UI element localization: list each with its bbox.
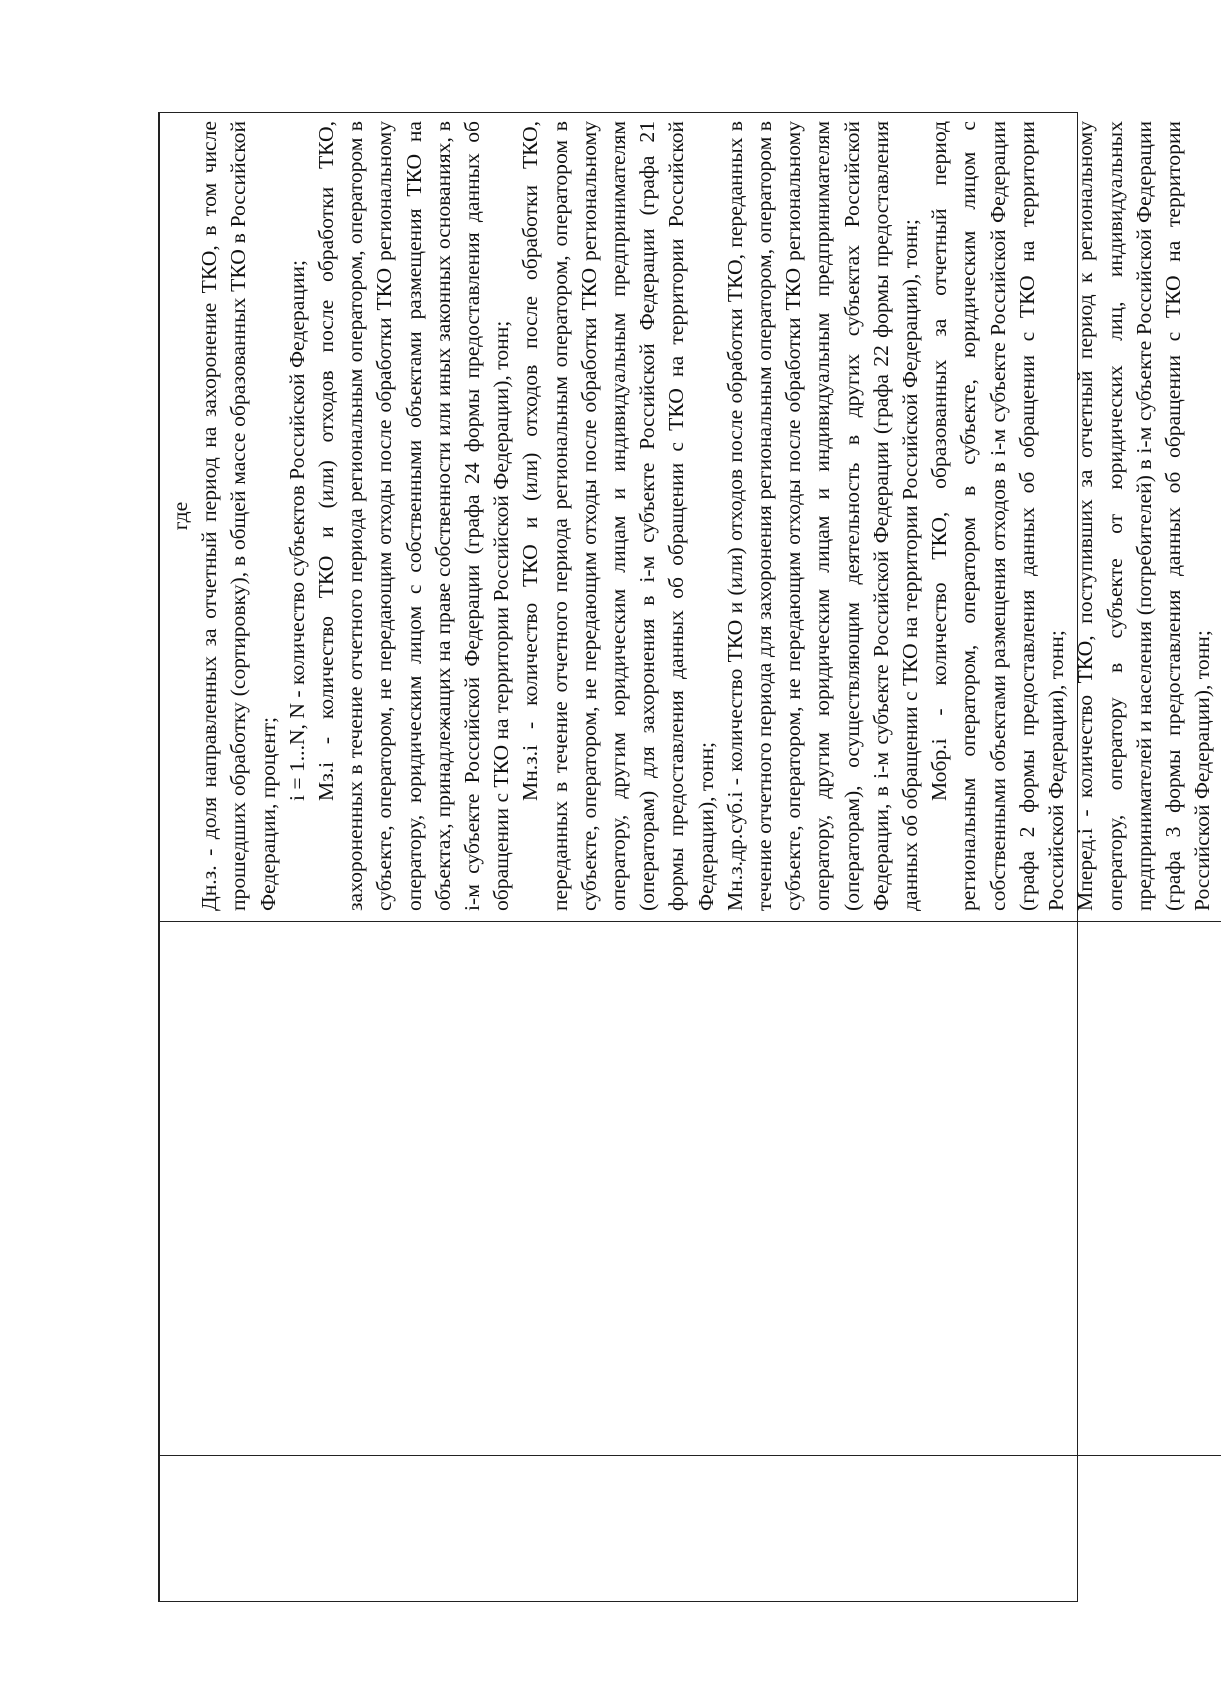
table-main-row (160, 113, 1221, 1601)
formula-definitions-cell (160, 113, 1221, 921)
definition-item: Мз.i - количество ТКО и (или) отходов после обработки ТКО, захороненных в течение отчетного периода региональным оператором, оператором в субъекте, оператором, не передающим отходы после обработки ТКО региональному оператору, юридическим лицом с собственными объектами размещения ТКО на объектах, принадлежащих на праве собственности или иных законных основаниях, в i-м субъекте Российской Федерации (графа 24 формы предоставления данных об обращении с ТКО на территории Российской Федерации), тонн; (314, 121, 514, 911)
rotated-page (158, 112, 1215, 1602)
definition-item: Мн.з.i - количество ТКО и (или) отходов после обработки ТКО, переданных в течение отчетного периода региональным оператором, оператором в субъекте, оператором, не передающим отходы после обработки ТКО региональному оператору, другим юридическим лицам и индивидуальным предпринимателям (операторам) для захоронения в i-м субъекте Российской Федерации (графа 21 формы предоставления данных об обращении с ТКО на территории Российской Федерации), тонн; (518, 121, 718, 911)
table-cell-col1 (160, 1455, 1221, 1601)
definition-item: Мн.з.др.суб.i - количество ТКО и (или) отходов после обработки ТКО, переданных в течение отчетного периода для захоронения региональным оператором, оператором в субъекте, оператором, не передающим отходы после обработки ТКО региональному оператору, другим юридическим лицам и индивидуальным предпринимателям (операторам), осуществляющим деятельность в других субъектах Российской Федерации, в i-м субъекте Российской Федерации (графа 22 формы предоставления данных об обращении с ТКО на территории Российской Федерации), тонн; (722, 121, 923, 911)
definition-item: Мперед.i - количество ТКО, поступивших за отчетный период к региональному оператору, оператору в субъекте от юридических лиц, индивидуальных предпринимателей и населения (потребителей) в i-м субъекте Российской Федерации (графа 3 формы предоставления данных об обращении с ТКО на территории Российской Федерации), тонн; (1073, 121, 1215, 911)
landscape-content (158, 112, 1215, 1602)
definition-item: Дн.з. - доля направленных за отчетный период на захоронение ТКО, в том числе прошедших обработку (сортировку), в общей массе образованных ТКО в Российской Федерации, процент; (197, 121, 280, 911)
table-cell-col2 (160, 921, 1221, 1455)
definition-item: Мобр.i - количество ТКО, образованных за отчетный период региональным оператором, оператором в субъекте, юридическим лицом с собственными объектами размещения отходов в i-м субъекте Российской Федерации (графа 2 формы предоставления данных об обращении с ТКО на территории Российской Федерации), тонн; (927, 121, 1069, 911)
definition-item: i = 1...N, N - количество субъектов Российской Федерации; (284, 260, 309, 801)
document-table (158, 112, 1215, 1602)
intro-word: где (168, 501, 192, 531)
